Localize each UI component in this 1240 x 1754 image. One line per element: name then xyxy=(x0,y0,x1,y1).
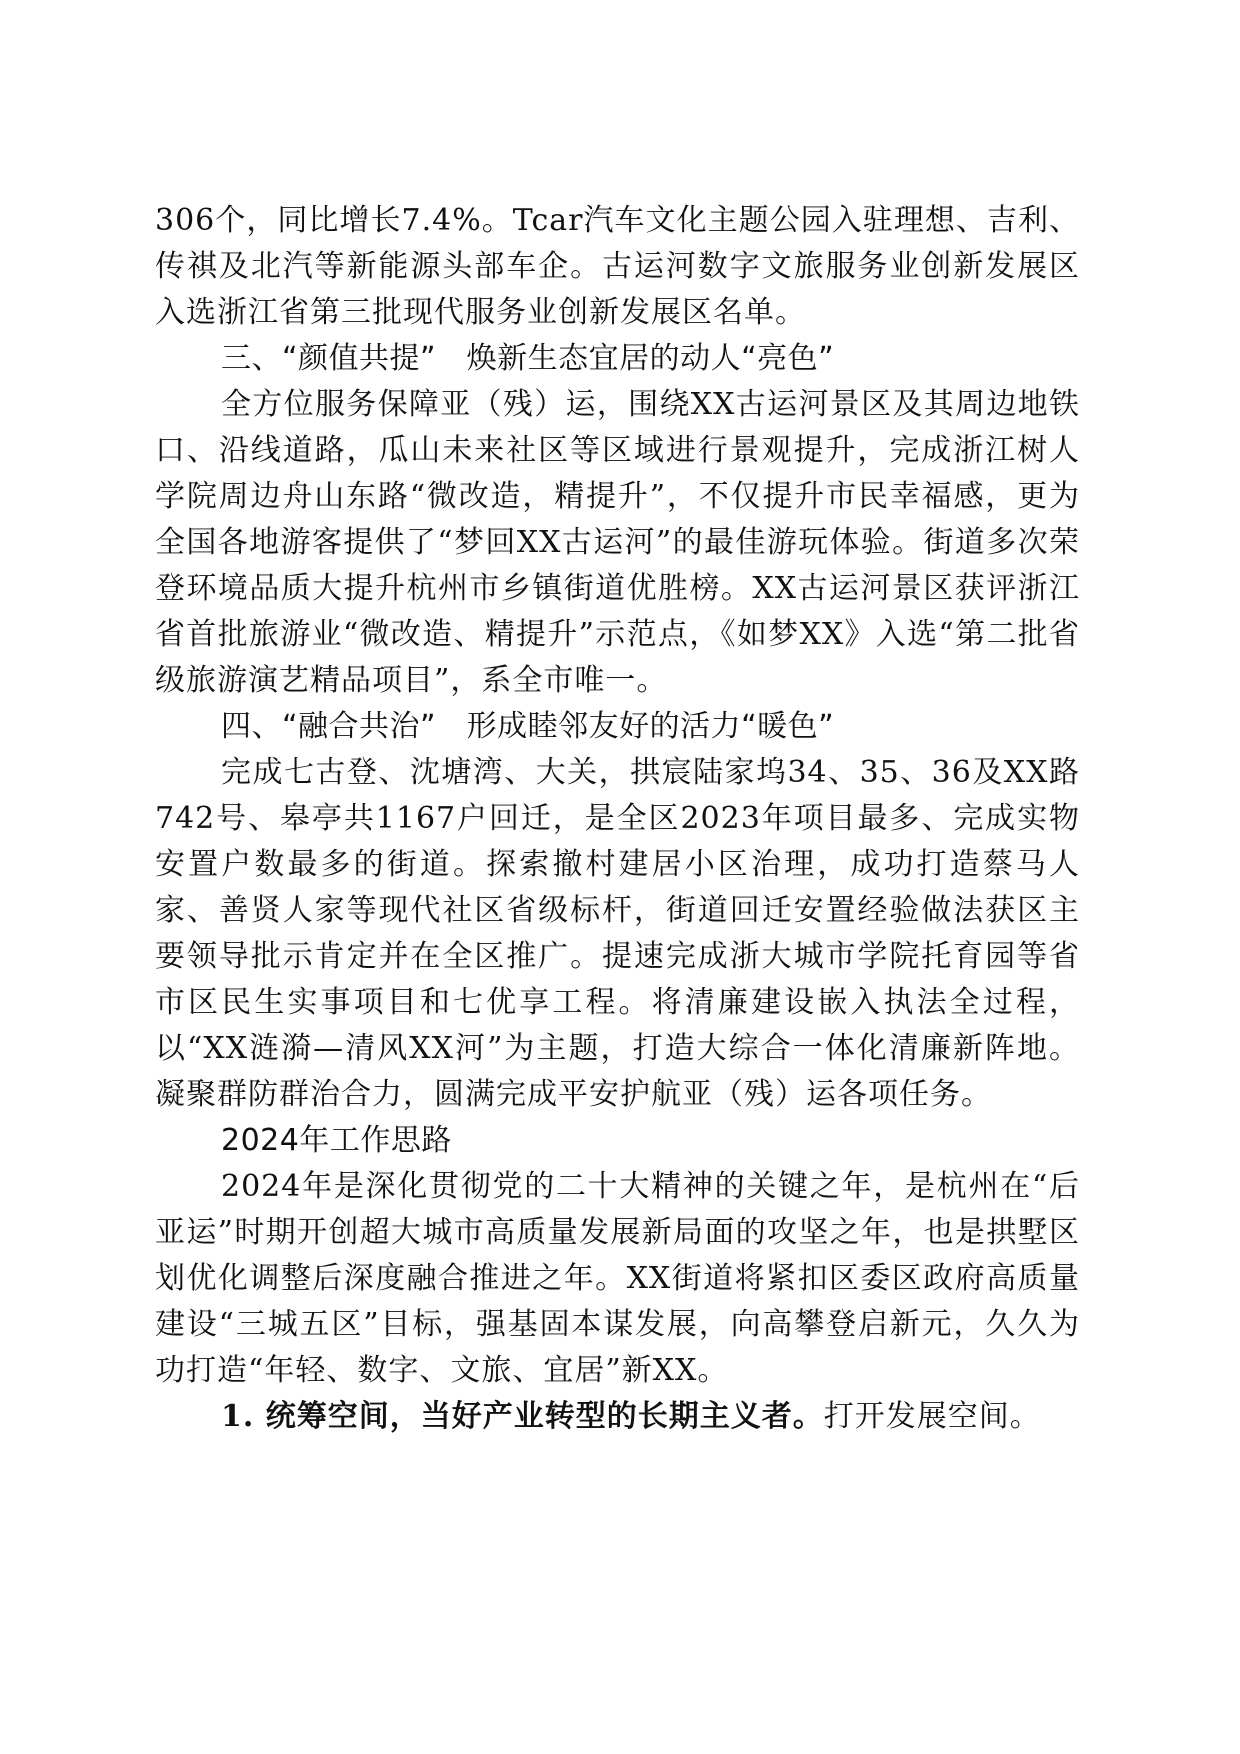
continuation-paragraph: 306个，同比增长7.4%。Tcar汽车文化主题公园入驻理想、吉利、传祺及北汽等新能源头部车企。古运河数字文旅服务业创新发展区入选浙江省第三批现代服务业创新发展区名单。 xyxy=(155,203,1080,330)
item-1-lead: 1. 统筹空间，当好产业转型的长期主义者。 xyxy=(221,1399,824,1434)
item-1-text: 打开发展空间。 xyxy=(823,1399,1041,1434)
work-plan-heading: 2024年工作思路 xyxy=(221,1123,452,1158)
section-3-paragraph: 全方位服务保障亚（残）运，围绕XX古运河景区及其周边地铁口、沿线道路，瓜山未来社区等区域进行景观提升，完成浙江树人学院周边舟山东路“微改造，精提升”，不仅提升市民幸福感，更为全国各地游客提供了“梦回XX古运河”的最佳游玩体验。街道多次荣登环境品质大提升杭州市乡镇街道优胜榜。XX古运河景区获评浙江省首批旅游业“微改造、精提升”示范点，《如梦XX》入选“第二批省级旅游演艺精品项目”，系全市唯一。 xyxy=(155,387,1080,698)
section-3-heading: 三、“颜值共提” 焕新生态宜居的动人“亮色” xyxy=(221,341,835,376)
document-body xyxy=(155,198,1080,1440)
section-4-heading: 四、“融合共治” 形成睦邻友好的活力“暖色” xyxy=(221,709,835,744)
work-plan-paragraph: 2024年是深化贯彻党的二十大精神的关键之年，是杭州在“后亚运”时期开创超大城市高质量发展新局面的攻坚之年，也是拱墅区划优化调整后深度融合推进之年。XX街道将紧扣区委区政府高质量建设“三城五区”目标，强基固本谋发展，向高攀登启新元，久久为功打造“年轻、数字、文旅、宜居”新XX。 xyxy=(155,1169,1080,1388)
item-1-paragraph xyxy=(155,1394,1080,1440)
section-4-paragraph: 完成七古登、沈塘湾、大关，拱宸陆家坞34、35、36及XX路742号、皋亭共1167户回迁，是全区2023年项目最多、完成实物安置户数最多的街道。探索撤村建居小区治理，成功打造蔡马人家、善贤人家等现代社区省级标杆，街道回迁安置经验做法获区主要领导批示肯定并在全区推广。提速完成浙大城市学院托育园等省市区民生实事项目和七优享工程。将清廉建设嵌入执法全过程，以“XX涟漪—清风XX河”为主题，打造大综合一体化清廉新阵地。凝聚群防群治合力，圆满完成平安护航亚（残）运各项任务。 xyxy=(155,755,1080,1112)
